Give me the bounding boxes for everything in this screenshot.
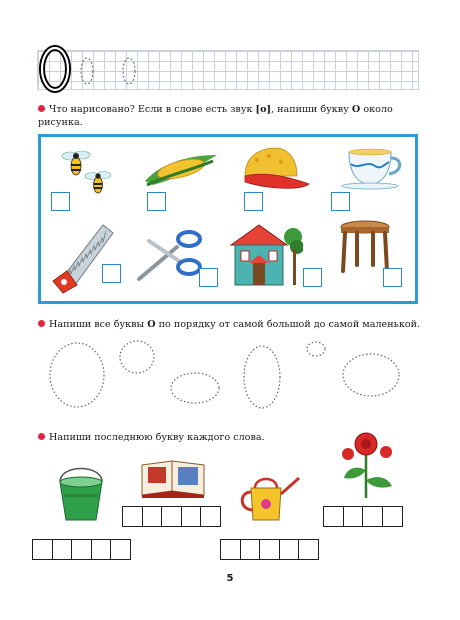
letter-cell[interactable] <box>110 539 131 560</box>
cup-icon <box>337 146 407 190</box>
word-cells-book[interactable] <box>122 506 220 527</box>
letter-cell[interactable] <box>200 506 221 527</box>
letter-cell[interactable] <box>362 506 383 527</box>
cap-icon <box>241 146 311 192</box>
letter-cell[interactable] <box>323 506 344 527</box>
letter-cell[interactable] <box>382 506 403 527</box>
oval-3 <box>171 373 219 403</box>
task1-text-b: , напиши букву <box>271 104 352 115</box>
wasp-icon <box>56 146 114 198</box>
word-cells-bucket[interactable] <box>32 539 130 560</box>
page-number: 5 <box>226 573 234 584</box>
answer-box-scissors[interactable] <box>199 268 218 287</box>
copybook-strip <box>37 50 419 90</box>
task1-instruction <box>38 103 422 129</box>
word-cells-rose[interactable] <box>323 506 401 527</box>
letter-cell[interactable] <box>161 506 182 527</box>
letter-cell[interactable] <box>181 506 202 527</box>
letter-cell[interactable] <box>279 539 300 560</box>
oval-2 <box>120 341 154 373</box>
answer-box-saw[interactable] <box>102 264 121 283</box>
letter-cell[interactable] <box>142 506 163 527</box>
letter-cell[interactable] <box>122 506 143 527</box>
house-icon <box>225 219 303 289</box>
letter-o-sample-icon <box>38 44 72 94</box>
letter-cell[interactable] <box>220 539 241 560</box>
bucket-icon <box>54 466 108 524</box>
letter-cell[interactable] <box>71 539 92 560</box>
task2-letter: О <box>147 319 156 330</box>
word-cells-watering-can[interactable] <box>220 539 318 560</box>
letter-cell[interactable] <box>240 539 261 560</box>
letter-cell[interactable] <box>32 539 53 560</box>
task1-sound: [о] <box>255 104 272 115</box>
answer-box-cap[interactable] <box>244 192 263 211</box>
oval-1 <box>50 343 104 407</box>
task1-picture-frame <box>38 134 418 304</box>
task1-text-a: Что нарисовано? Если в слове есть звук <box>49 104 256 115</box>
oval-5 <box>307 342 325 356</box>
letter-o-trace-1-icon <box>77 55 97 87</box>
answer-box-house[interactable] <box>303 268 322 287</box>
task1-letter: О <box>351 104 361 115</box>
answer-box-corn[interactable] <box>147 192 166 211</box>
letter-cell[interactable] <box>91 539 112 560</box>
answer-box-cup[interactable] <box>331 192 350 211</box>
dotted-ovals-area <box>0 330 460 430</box>
letter-cell[interactable] <box>52 539 73 560</box>
rose-icon <box>336 430 398 500</box>
oval-4 <box>244 346 280 408</box>
stool-icon <box>337 219 393 273</box>
task3-text: Напиши последнюю букву каждого слова. <box>49 432 265 443</box>
task1-text-c: около рисунка. <box>38 104 393 128</box>
letter-cell[interactable] <box>259 539 280 560</box>
letter-cell[interactable] <box>343 506 364 527</box>
letter-cell[interactable] <box>298 539 319 560</box>
task2-text-b: по порядку от самой большой до самой маленькой. <box>155 319 421 330</box>
oval-6 <box>343 354 399 396</box>
bullet-icon <box>38 105 45 112</box>
letter-o-trace-2-icon <box>119 55 139 87</box>
saw-icon <box>47 219 117 295</box>
book-icon <box>140 455 206 499</box>
watering-can-icon <box>237 472 301 524</box>
scissors-icon <box>133 225 205 285</box>
corn-icon <box>143 151 219 187</box>
bullet-icon <box>38 320 45 327</box>
task2-text-a: Напиши все буквы <box>49 319 148 330</box>
answer-box-stool[interactable] <box>383 268 402 287</box>
bullet-icon <box>38 433 45 440</box>
answer-box-wasp[interactable] <box>51 192 70 211</box>
